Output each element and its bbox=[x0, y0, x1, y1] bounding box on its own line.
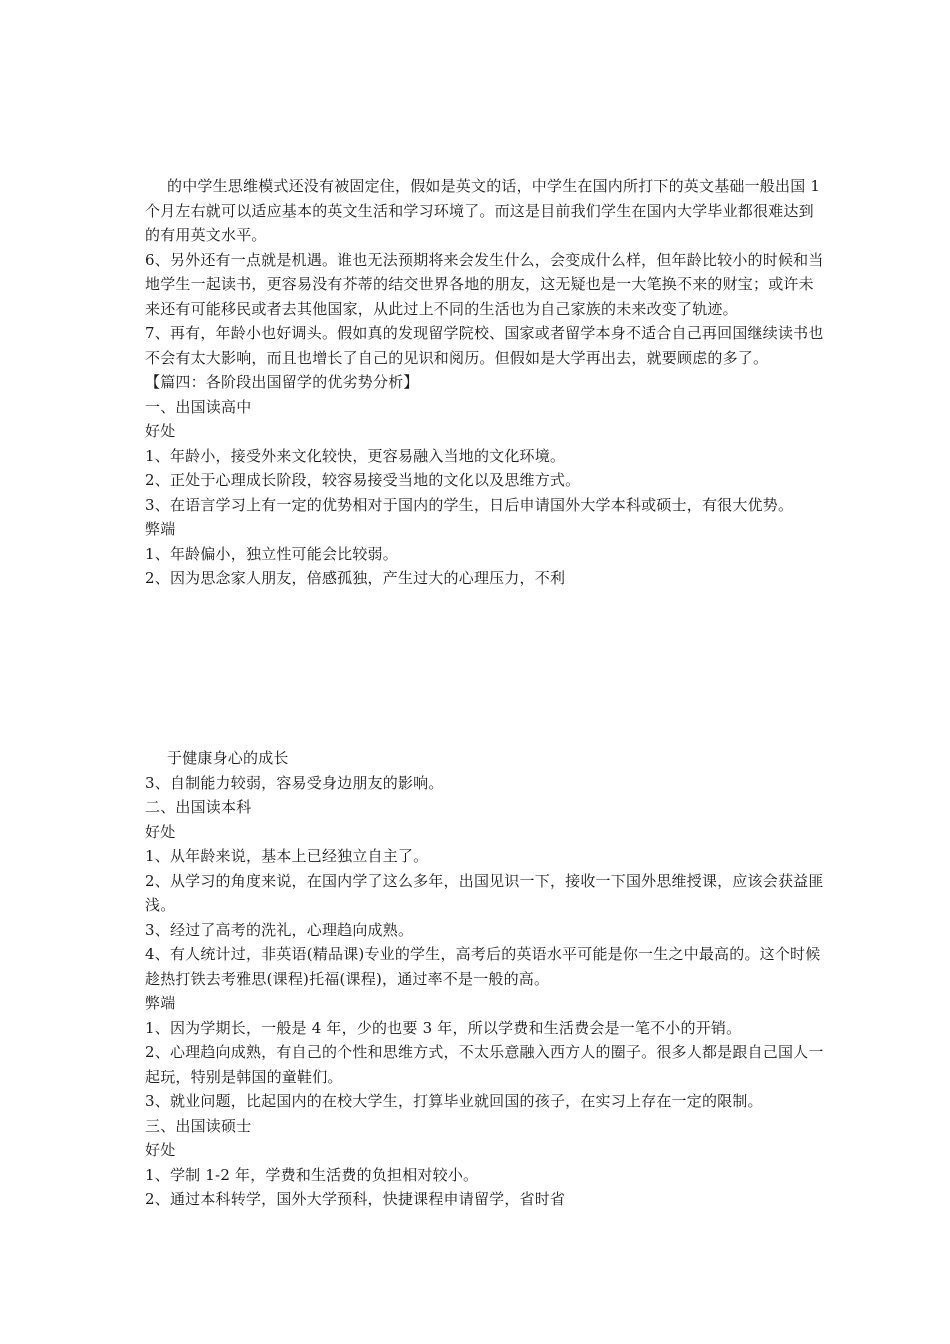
paragraph-continuation: 于健康身心的成长 bbox=[167, 749, 289, 767]
list-item: 1、因为学期长，一般是 4 年，少的也要 3 年，所以学费和生活费会是一笔不小的开销。 bbox=[145, 1018, 742, 1037]
list-item: 2、心理趋向成熟，有自己的个性和思维方式，不太乐意融入西方人的圈子。很多人都是跟自己国人一起玩，特别是韩国的童鞋们。 bbox=[145, 1043, 824, 1086]
list-item: 3、自制能力较弱，容易受身边朋友的影响。 bbox=[145, 773, 444, 792]
list-item: 2、从学习的角度来说，在国内学了这么多年，出国见识一下，接收一下国外思维授课，应该会获益匪浅。 bbox=[145, 871, 824, 914]
subheading-advantages: 好处 bbox=[145, 422, 176, 440]
list-item: 3、经过了高考的洗礼，心理趋向成熟。 bbox=[145, 920, 414, 939]
list-item: 1、年龄偏小，独立性可能会比较弱。 bbox=[145, 544, 398, 563]
subheading-disadvantages: 弊端 bbox=[145, 520, 176, 538]
list-item: 2、正处于心理成长阶段，较容易接受当地的文化以及思维方式。 bbox=[145, 471, 581, 489]
heading-high-school: 一、出国读高中 bbox=[145, 397, 252, 416]
document-text-block-2 bbox=[145, 746, 825, 1212]
subheading-advantages: 好处 bbox=[145, 822, 176, 841]
list-item: 2、通过本科转学，国外大学预科，快捷课程申请留学，省时省 bbox=[145, 1190, 566, 1208]
list-item: 4、有人统计过，非英语(精品课)专业的学生，高考后的英语水平可能是你一生之中最高的。这个时候趁热打铁去考雅思(课程)托福(课程)，通过率不是一般的高。 bbox=[145, 945, 821, 988]
list-item: 3、就业问题，比起国内的在校大学生，打算毕业就回国的孩子，在实习上存在一定的限制。 bbox=[145, 1092, 763, 1110]
paragraph-item-7: 7、再有，年龄小也好调头。假如真的发现留学院校、国家或者留学本身不适合自己再回国继续读书也不会有太大影响，而且也增长了自己的见识和阅历。但假如是大学再出去，就要顾虑的多了。 bbox=[145, 324, 824, 367]
list-item: 2、因为思念家人朋友，倍感孤独，产生过大的心理压力，不利 bbox=[145, 569, 566, 587]
list-item: 3、在语言学习上有一定的优势相对于国内的学生，日后申请国外大学本科或硕士，有很大优势。 bbox=[145, 495, 794, 514]
section-title-part-four: 【篇四：各阶段出国留学的优劣势分析】 bbox=[145, 373, 419, 391]
heading-undergraduate: 二、出国读本科 bbox=[145, 798, 252, 816]
paragraph-continuation: 的中学生思维模式还没有被固定住，假如是英文的话，中学生在国内所打下的英文基础一般出国 1 个月左右就可以适应基本的英文生活和学习环境了。而这是目前我们学生在国内大学毕业都很难达到的有用英文水平。 bbox=[145, 177, 821, 244]
document-text-block-1 bbox=[145, 174, 825, 591]
subheading-advantages: 好处 bbox=[145, 1141, 176, 1159]
subheading-disadvantages: 弊端 bbox=[145, 994, 176, 1012]
heading-masters: 三、出国读硕士 bbox=[145, 1116, 252, 1135]
list-item: 1、学制 1-2 年，学费和生活费的负担相对较小。 bbox=[145, 1165, 479, 1184]
paragraph-item-6: 6、另外还有一点就是机遇。谁也无法预期将来会发生什么，会变成什么样，但年龄比较小的时候和当地学生一起读书，更容易没有芥蒂的结交世界各地的朋友，这无疑也是一大笔换不来的财宝；或许未来还有可能移民或者去其他国家，从此过上不同的生活也为自己家族的未来改变了轨迹。 bbox=[145, 250, 824, 318]
list-item: 1、从年龄来说，基本上已经独立自主了。 bbox=[145, 847, 429, 865]
list-item: 1、年龄小，接受外来文化较快，更容易融入当地的文化环境。 bbox=[145, 446, 566, 465]
